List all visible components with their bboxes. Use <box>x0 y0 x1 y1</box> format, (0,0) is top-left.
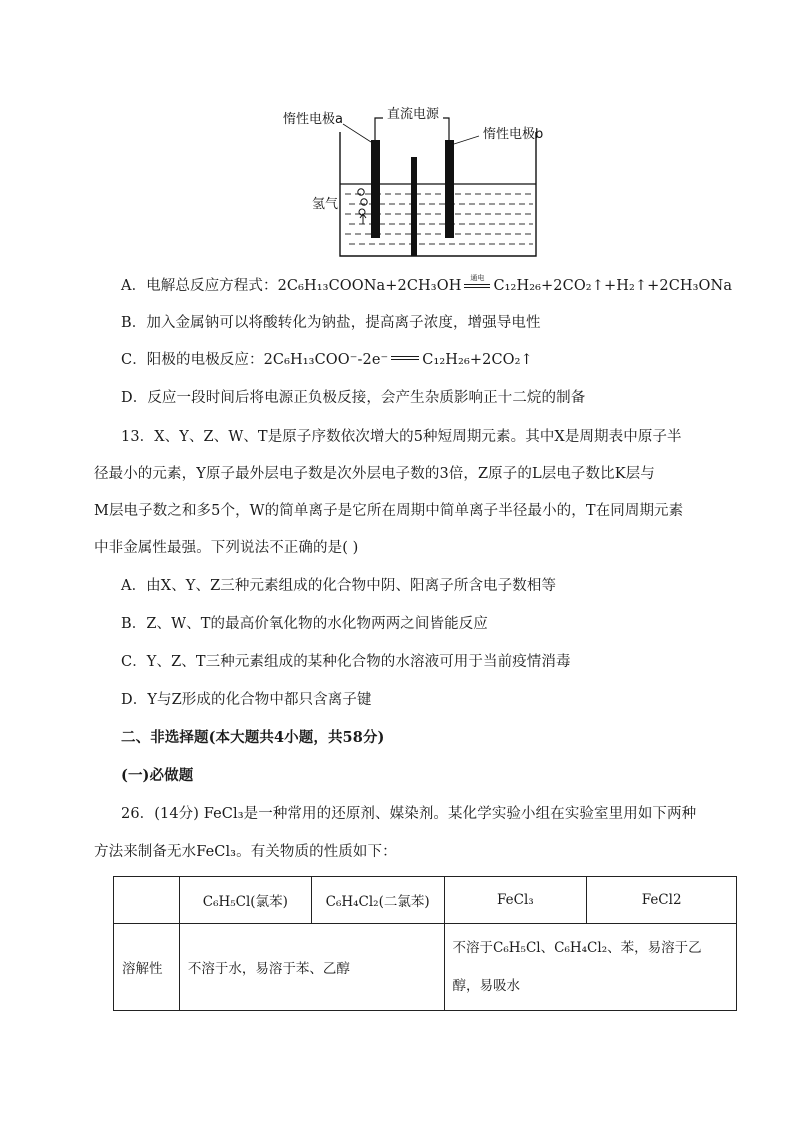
q12-option-c: C．阳极的电极反应：2C₆H₁₃COO⁻-2e⁻ C₁₂H₂₆+2CO₂↑ <box>121 352 533 368</box>
properties-table <box>113 876 737 1011</box>
leader-b <box>454 136 479 144</box>
solubility-iron-chlorides: 不溶于C₆H₅Cl、C₆H₄Cl₂、苯，易溶于乙 醇，易吸水 <box>444 924 736 1011</box>
q13-option-c: C．Y、Z、T三种元素组成的某种化合物的水溶液可用于当前疫情消毒 <box>121 654 571 670</box>
table-header-cell: FeCl₃ <box>444 877 587 924</box>
q12-option-a: A．电解总反应方程式：2C₆H₁₃COONa+2CH₃OH 通电 C₁₂H₂₆+2CO₂↑+H₂↑+2CH₃ONa <box>121 274 733 294</box>
q13-stem-line-1: 13．X、Y、Z、W、T是原子序数依次增大的5种短周期元素。其中X是周期表中原子半 <box>121 429 682 445</box>
label-gas: 氢气 <box>312 197 339 212</box>
table-header-cell: C₆H₅Cl(氯苯) <box>179 877 311 924</box>
electrolysis-diagram <box>283 100 563 262</box>
electrode-b <box>445 140 454 238</box>
q13-stem-line-2: 径最小的元素，Y原子最外层电子数是次外层电子数的3倍，Z原子的L层电子数比K层与 <box>94 466 655 482</box>
leader-a <box>343 124 371 142</box>
label-electrode-a: 惰性电极a <box>283 112 343 127</box>
reaction-condition-arrow: 通电 <box>464 277 490 293</box>
q26-stem-line-2: 方法来制备无水FeCl₃。有关物质的性质如下： <box>94 844 397 860</box>
wire-a <box>375 118 383 140</box>
label-electrode-b: 惰性电极b <box>483 127 544 142</box>
section-2-subheading: (一)必做题 <box>121 767 194 784</box>
table-row <box>114 924 737 1011</box>
q13-option-d: D．Y与Z形成的化合物中都只含离子键 <box>121 692 372 708</box>
center-divider <box>411 157 417 256</box>
section-2-heading: 二、非选择题(本大题共4小题，共58分) <box>121 729 385 746</box>
q12-option-b: B．加入金属钠可以将酸转化为钠盐，提高离子浓度，增强导电性 <box>121 315 541 331</box>
solubility-organic: 不溶于水，易溶于苯、乙醇 <box>179 924 444 1011</box>
table-header-cell <box>114 877 180 924</box>
row-label-solubility: 溶解性 <box>114 924 180 1011</box>
q13-option-a: A．由X、Y、Z三种元素组成的化合物中阴、阳离子所含电子数相等 <box>121 578 557 594</box>
label-power-source: 直流电源 <box>387 107 440 122</box>
wire-b <box>443 118 449 140</box>
q12-option-d: D．反应一段时间后将电源正负极反接，会产生杂质影响正十二烷的制备 <box>121 390 586 406</box>
q26-stem-line-1: 26．(14分) FeCl₃是一种常用的还原剂、媒染剂。某化学实验小组在实验室里用如下两种 <box>121 806 697 822</box>
table-header-row <box>114 877 737 924</box>
q13-stem-line-4: 中非金属性最强。下列说法不正确的是( ) <box>94 540 359 556</box>
equals-sign <box>391 352 419 364</box>
q13-stem-line-3: M层电子数之和多5个，W的简单离子是它所在周期中简单离子半径最小的，T在同周期元素 <box>94 503 684 519</box>
electrode-a <box>371 140 380 238</box>
table-header-cell: FeCl2 <box>587 877 737 924</box>
q13-option-b: B．Z、W、T的最高价氧化物的水化物两两之间皆能反应 <box>121 616 488 632</box>
gas-bubbles <box>358 189 367 215</box>
table-header-cell: C₆H₄Cl₂(二氯苯) <box>311 877 444 924</box>
